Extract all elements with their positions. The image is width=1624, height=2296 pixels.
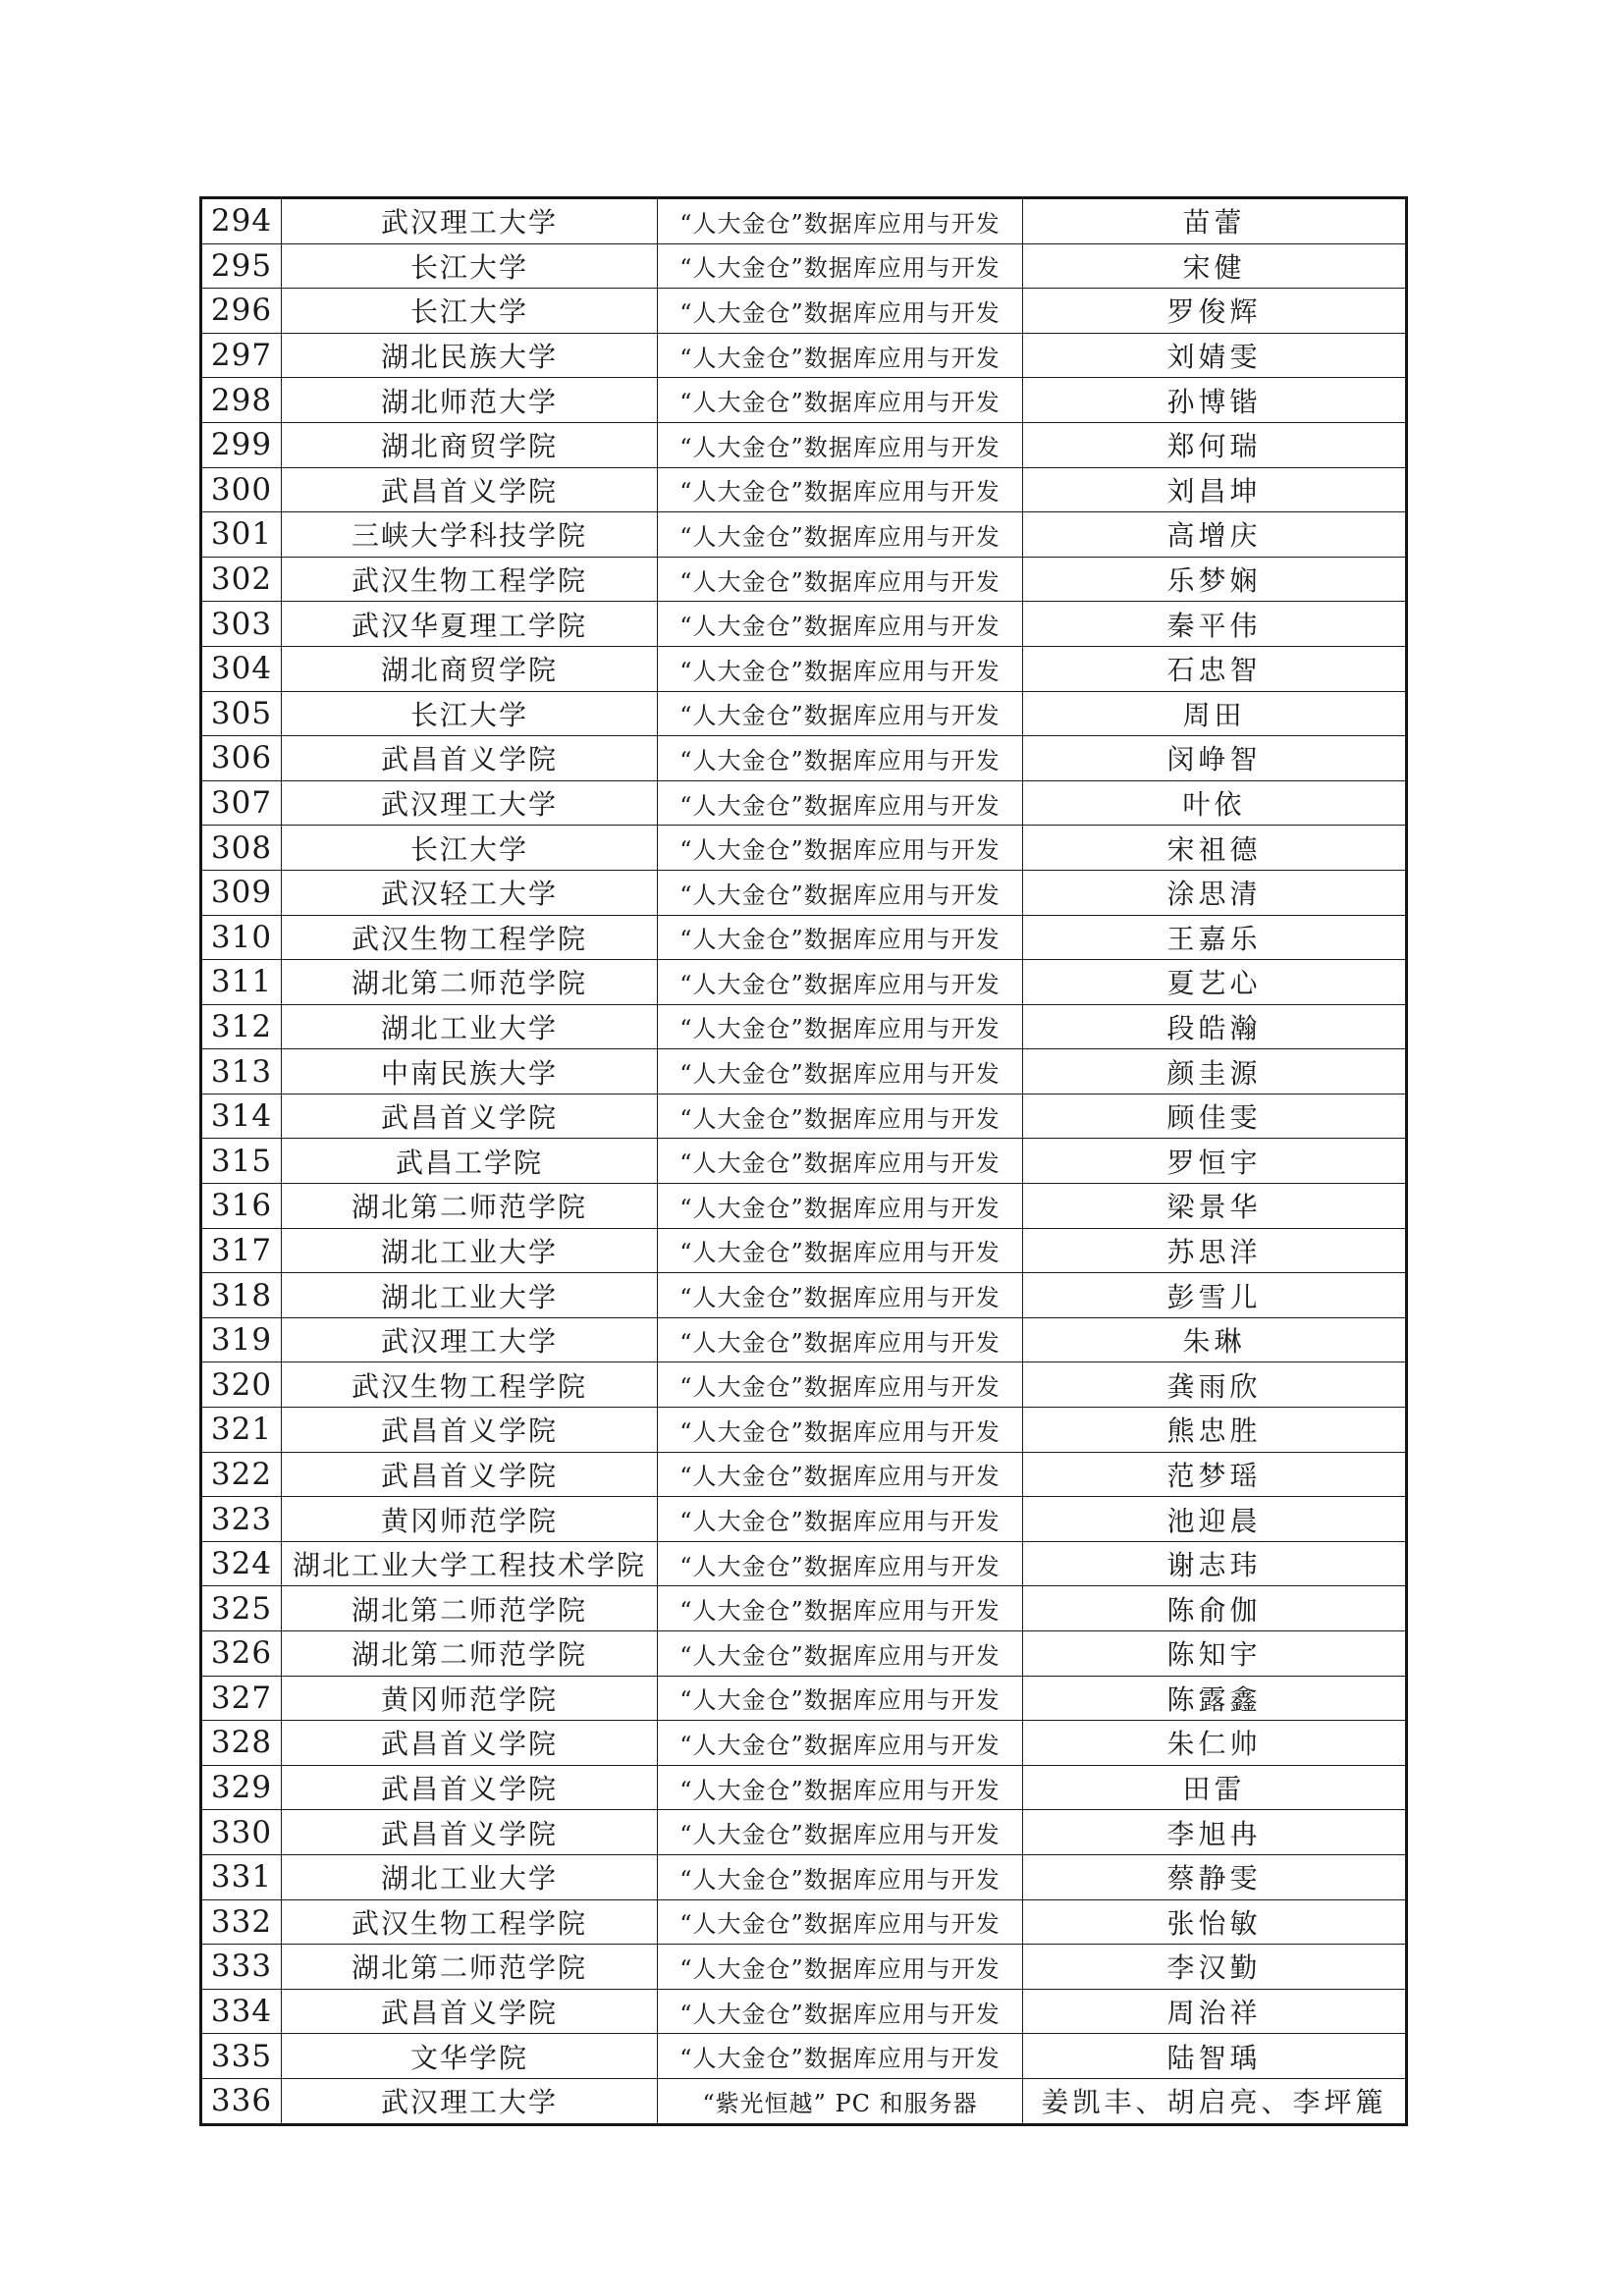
table-row <box>201 1362 1407 1408</box>
school-cell: 武昌首义学院 <box>282 1094 658 1139</box>
track-cell: “人大金仓”数据库应用与开发 <box>658 289 1023 334</box>
row-number-cell: 315 <box>201 1139 282 1184</box>
table-row <box>201 1810 1407 1855</box>
names-cell: 闵峥智 <box>1023 736 1407 781</box>
table-body <box>201 198 1407 2125</box>
track-cell: “人大金仓”数据库应用与开发 <box>658 1139 1023 1184</box>
row-number-cell: 320 <box>201 1362 282 1408</box>
table-row <box>201 1228 1407 1273</box>
school-cell: 武昌工学院 <box>282 1139 658 1184</box>
table-row <box>201 646 1407 691</box>
school-cell: 湖北第二师范学院 <box>282 1586 658 1631</box>
table-row <box>201 1139 1407 1184</box>
row-number-cell: 308 <box>201 826 282 871</box>
school-cell: 湖北工业大学 <box>282 1004 658 1049</box>
row-number-cell: 334 <box>201 1989 282 2034</box>
track-cell: “人大金仓”数据库应用与开发 <box>658 1497 1023 1542</box>
names-cell: 陈知宇 <box>1023 1631 1407 1677</box>
table-row <box>201 1094 1407 1139</box>
table-row <box>201 602 1407 647</box>
track-cell: “人大金仓”数据库应用与开发 <box>658 870 1023 915</box>
school-cell: 长江大学 <box>282 826 658 871</box>
track-cell: “人大金仓”数据库应用与开发 <box>658 736 1023 781</box>
track-cell: “人大金仓”数据库应用与开发 <box>658 1945 1023 1990</box>
school-cell: 武汉理工大学 <box>282 2078 658 2124</box>
track-cell: “人大金仓”数据库应用与开发 <box>658 1273 1023 1318</box>
table-row <box>201 691 1407 736</box>
track-cell: “人大金仓”数据库应用与开发 <box>658 1989 1023 2034</box>
row-number-cell: 323 <box>201 1497 282 1542</box>
school-cell: 湖北师范大学 <box>282 378 658 423</box>
school-cell: 武昌首义学院 <box>282 1989 658 2034</box>
row-number-cell: 336 <box>201 2078 282 2124</box>
row-number-cell: 318 <box>201 1273 282 1318</box>
names-cell: 乐梦娴 <box>1023 557 1407 602</box>
table-row <box>201 467 1407 512</box>
school-cell: 武汉轻工大学 <box>282 870 658 915</box>
table-row <box>201 1899 1407 1945</box>
table-row <box>201 289 1407 334</box>
row-number-cell: 329 <box>201 1765 282 1810</box>
row-number-cell: 325 <box>201 1586 282 1631</box>
track-cell: “人大金仓”数据库应用与开发 <box>658 1676 1023 1721</box>
track-cell: “人大金仓”数据库应用与开发 <box>658 915 1023 960</box>
table-row <box>201 1049 1407 1095</box>
school-cell: 湖北民族大学 <box>282 333 658 378</box>
table-row <box>201 512 1407 558</box>
names-cell: 秦平伟 <box>1023 602 1407 647</box>
names-cell: 周田 <box>1023 691 1407 736</box>
track-cell: “人大金仓”数据库应用与开发 <box>658 1362 1023 1408</box>
table-row <box>201 557 1407 602</box>
names-cell: 苏思洋 <box>1023 1228 1407 1273</box>
school-cell: 湖北第二师范学院 <box>282 1631 658 1677</box>
track-cell: “人大金仓”数据库应用与开发 <box>658 1408 1023 1453</box>
table-row <box>201 1854 1407 1899</box>
row-number-cell: 309 <box>201 870 282 915</box>
table-row <box>201 243 1407 289</box>
track-cell: “人大金仓”数据库应用与开发 <box>658 646 1023 691</box>
school-cell: 湖北第二师范学院 <box>282 960 658 1005</box>
row-number-cell: 319 <box>201 1317 282 1362</box>
track-cell: “人大金仓”数据库应用与开发 <box>658 1004 1023 1049</box>
table-row <box>201 1945 1407 1990</box>
row-number-cell: 328 <box>201 1721 282 1766</box>
track-cell: “人大金仓”数据库应用与开发 <box>658 1631 1023 1677</box>
names-cell: 宋健 <box>1023 243 1407 289</box>
names-cell: 高增庆 <box>1023 512 1407 558</box>
track-cell: “人大金仓”数据库应用与开发 <box>658 1452 1023 1497</box>
row-number-cell: 298 <box>201 378 282 423</box>
row-number-cell: 322 <box>201 1452 282 1497</box>
names-cell: 郑何瑞 <box>1023 422 1407 467</box>
school-cell: 武昌首义学院 <box>282 1408 658 1453</box>
table-row <box>201 333 1407 378</box>
track-cell: “人大金仓”数据库应用与开发 <box>658 1721 1023 1766</box>
names-cell: 石忠智 <box>1023 646 1407 691</box>
names-cell: 朱仁帅 <box>1023 1721 1407 1766</box>
school-cell: 武汉理工大学 <box>282 1317 658 1362</box>
row-number-cell: 313 <box>201 1049 282 1095</box>
school-cell: 长江大学 <box>282 243 658 289</box>
row-number-cell: 311 <box>201 960 282 1005</box>
row-number-cell: 303 <box>201 602 282 647</box>
table-row <box>201 1989 1407 2034</box>
row-number-cell: 299 <box>201 422 282 467</box>
row-number-cell: 301 <box>201 512 282 558</box>
school-cell: 黄冈师范学院 <box>282 1676 658 1721</box>
names-cell: 陈露鑫 <box>1023 1676 1407 1721</box>
school-cell: 武昌首义学院 <box>282 1452 658 1497</box>
school-cell: 湖北商贸学院 <box>282 646 658 691</box>
school-cell: 武昌首义学院 <box>282 1810 658 1855</box>
school-cell: 长江大学 <box>282 289 658 334</box>
names-cell: 宋祖德 <box>1023 826 1407 871</box>
track-cell: “人大金仓”数据库应用与开发 <box>658 1094 1023 1139</box>
table-row <box>201 780 1407 826</box>
table-row <box>201 2078 1407 2124</box>
school-cell: 湖北工业大学 <box>282 1273 658 1318</box>
names-cell: 周治祥 <box>1023 1989 1407 2034</box>
school-cell: 武昌首义学院 <box>282 1765 658 1810</box>
school-cell: 文华学院 <box>282 2034 658 2079</box>
track-cell: “人大金仓”数据库应用与开发 <box>658 1854 1023 1899</box>
school-cell: 武汉生物工程学院 <box>282 557 658 602</box>
table-row <box>201 1452 1407 1497</box>
school-cell: 湖北工业大学工程技术学院 <box>282 1541 658 1586</box>
row-number-cell: 310 <box>201 915 282 960</box>
names-cell: 姜凯丰、胡启亮、李坪簏 <box>1023 2078 1407 2124</box>
school-cell: 黄冈师范学院 <box>282 1497 658 1542</box>
names-cell: 李旭冉 <box>1023 1810 1407 1855</box>
school-cell: 湖北商贸学院 <box>282 422 658 467</box>
names-cell: 范梦瑶 <box>1023 1452 1407 1497</box>
row-number-cell: 316 <box>201 1184 282 1229</box>
table-row <box>201 736 1407 781</box>
track-cell: “人大金仓”数据库应用与开发 <box>658 1049 1023 1095</box>
row-number-cell: 317 <box>201 1228 282 1273</box>
table-row <box>201 1676 1407 1721</box>
track-cell: “人大金仓”数据库应用与开发 <box>658 780 1023 826</box>
row-number-cell: 326 <box>201 1631 282 1677</box>
table-row <box>201 870 1407 915</box>
table-row <box>201 915 1407 960</box>
school-cell: 武汉理工大学 <box>282 780 658 826</box>
track-cell: “人大金仓”数据库应用与开发 <box>658 333 1023 378</box>
row-number-cell: 324 <box>201 1541 282 1586</box>
table-row <box>201 1541 1407 1586</box>
school-cell: 湖北第二师范学院 <box>282 1945 658 1990</box>
row-number-cell: 321 <box>201 1408 282 1453</box>
table-row <box>201 1408 1407 1453</box>
names-cell: 叶依 <box>1023 780 1407 826</box>
names-cell: 刘昌坤 <box>1023 467 1407 512</box>
names-cell: 罗俊辉 <box>1023 289 1407 334</box>
names-cell: 蔡静雯 <box>1023 1854 1407 1899</box>
track-cell: “紫光恒越” PC 和服务器 <box>658 2078 1023 2124</box>
names-cell: 梁景华 <box>1023 1184 1407 1229</box>
school-cell: 湖北工业大学 <box>282 1228 658 1273</box>
names-cell: 罗恒宇 <box>1023 1139 1407 1184</box>
table-row <box>201 1273 1407 1318</box>
table-row <box>201 826 1407 871</box>
names-cell: 孙博锴 <box>1023 378 1407 423</box>
table-row <box>201 1317 1407 1362</box>
table-row <box>201 2034 1407 2079</box>
school-cell: 武昌首义学院 <box>282 1721 658 1766</box>
names-cell: 顾佳雯 <box>1023 1094 1407 1139</box>
names-cell: 段皓瀚 <box>1023 1004 1407 1049</box>
row-number-cell: 312 <box>201 1004 282 1049</box>
track-cell: “人大金仓”数据库应用与开发 <box>658 1765 1023 1810</box>
award-list-table <box>199 196 1408 2126</box>
track-cell: “人大金仓”数据库应用与开发 <box>658 1317 1023 1362</box>
row-number-cell: 294 <box>201 198 282 244</box>
row-number-cell: 300 <box>201 467 282 512</box>
track-cell: “人大金仓”数据库应用与开发 <box>658 467 1023 512</box>
track-cell: “人大金仓”数据库应用与开发 <box>658 557 1023 602</box>
table-row <box>201 1586 1407 1631</box>
row-number-cell: 333 <box>201 1945 282 1990</box>
track-cell: “人大金仓”数据库应用与开发 <box>658 1810 1023 1855</box>
track-cell: “人大金仓”数据库应用与开发 <box>658 198 1023 244</box>
school-cell: 湖北工业大学 <box>282 1854 658 1899</box>
track-cell: “人大金仓”数据库应用与开发 <box>658 602 1023 647</box>
track-cell: “人大金仓”数据库应用与开发 <box>658 1586 1023 1631</box>
names-cell: 池迎晨 <box>1023 1497 1407 1542</box>
track-cell: “人大金仓”数据库应用与开发 <box>658 512 1023 558</box>
track-cell: “人大金仓”数据库应用与开发 <box>658 422 1023 467</box>
row-number-cell: 332 <box>201 1899 282 1945</box>
track-cell: “人大金仓”数据库应用与开发 <box>658 960 1023 1005</box>
names-cell: 陆智瑀 <box>1023 2034 1407 2079</box>
names-cell: 涂思清 <box>1023 870 1407 915</box>
track-cell: “人大金仓”数据库应用与开发 <box>658 1228 1023 1273</box>
names-cell: 王嘉乐 <box>1023 915 1407 960</box>
names-cell: 田雷 <box>1023 1765 1407 1810</box>
names-cell: 谢志玮 <box>1023 1541 1407 1586</box>
school-cell: 武汉生物工程学院 <box>282 1362 658 1408</box>
school-cell: 中南民族大学 <box>282 1049 658 1095</box>
track-cell: “人大金仓”数据库应用与开发 <box>658 243 1023 289</box>
row-number-cell: 331 <box>201 1854 282 1899</box>
row-number-cell: 305 <box>201 691 282 736</box>
school-cell: 武汉生物工程学院 <box>282 1899 658 1945</box>
table-row <box>201 1765 1407 1810</box>
table-row <box>201 1721 1407 1766</box>
row-number-cell: 327 <box>201 1676 282 1721</box>
row-number-cell: 296 <box>201 289 282 334</box>
row-number-cell: 295 <box>201 243 282 289</box>
row-number-cell: 304 <box>201 646 282 691</box>
names-cell: 陈俞伽 <box>1023 1586 1407 1631</box>
track-cell: “人大金仓”数据库应用与开发 <box>658 378 1023 423</box>
table-row <box>201 1497 1407 1542</box>
school-cell: 武汉生物工程学院 <box>282 915 658 960</box>
row-number-cell: 297 <box>201 333 282 378</box>
names-cell: 颜圭源 <box>1023 1049 1407 1095</box>
school-cell: 武汉理工大学 <box>282 198 658 244</box>
row-number-cell: 335 <box>201 2034 282 2079</box>
names-cell: 刘婧雯 <box>1023 333 1407 378</box>
table-row <box>201 960 1407 1005</box>
row-number-cell: 314 <box>201 1094 282 1139</box>
school-cell: 武汉华夏理工学院 <box>282 602 658 647</box>
names-cell: 夏艺心 <box>1023 960 1407 1005</box>
table-row <box>201 198 1407 244</box>
school-cell: 湖北第二师范学院 <box>282 1184 658 1229</box>
track-cell: “人大金仓”数据库应用与开发 <box>658 1541 1023 1586</box>
names-cell: 朱琳 <box>1023 1317 1407 1362</box>
names-cell: 李汉勤 <box>1023 1945 1407 1990</box>
table-row <box>201 422 1407 467</box>
track-cell: “人大金仓”数据库应用与开发 <box>658 2034 1023 2079</box>
school-cell: 长江大学 <box>282 691 658 736</box>
table-row <box>201 1631 1407 1677</box>
row-number-cell: 306 <box>201 736 282 781</box>
table-row <box>201 1004 1407 1049</box>
names-cell: 彭雪儿 <box>1023 1273 1407 1318</box>
names-cell: 龚雨欣 <box>1023 1362 1407 1408</box>
track-cell: “人大金仓”数据库应用与开发 <box>658 691 1023 736</box>
table-row <box>201 378 1407 423</box>
school-cell: 三峡大学科技学院 <box>282 512 658 558</box>
names-cell: 熊忠胜 <box>1023 1408 1407 1453</box>
school-cell: 武昌首义学院 <box>282 467 658 512</box>
school-cell: 武昌首义学院 <box>282 736 658 781</box>
track-cell: “人大金仓”数据库应用与开发 <box>658 1899 1023 1945</box>
names-cell: 张怡敏 <box>1023 1899 1407 1945</box>
table-row <box>201 1184 1407 1229</box>
track-cell: “人大金仓”数据库应用与开发 <box>658 1184 1023 1229</box>
row-number-cell: 307 <box>201 780 282 826</box>
track-cell: “人大金仓”数据库应用与开发 <box>658 826 1023 871</box>
row-number-cell: 330 <box>201 1810 282 1855</box>
row-number-cell: 302 <box>201 557 282 602</box>
names-cell: 苗蕾 <box>1023 198 1407 244</box>
